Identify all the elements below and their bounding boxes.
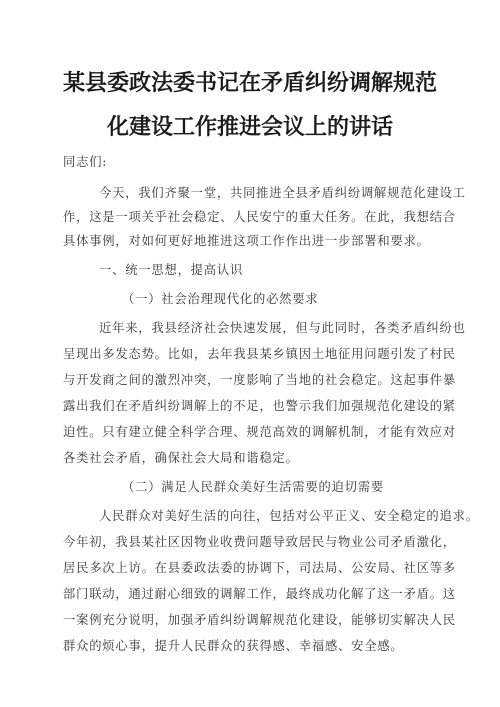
paragraph-line: 居民多次上访。在县委政法委的协调下，司法局、公安局、社区等多 xyxy=(63,561,456,575)
paragraph-line: 迫性。只有建立健全科学合理、规范高效的调解机制，才能有效应对 xyxy=(63,425,456,439)
paragraph-line: 群众的烦心事，提升人民群众的获得感、幸福感、安全感。 xyxy=(63,639,404,653)
paragraph-line: 作，这是一项关乎社会稳定、人民安宁的重大任务。在此，我想结合 xyxy=(63,210,456,224)
section-heading: 一、统一思想，提高认识 xyxy=(99,263,244,277)
subsection-heading: （二）满足人民群众美好生活需要的迫切需要 xyxy=(122,480,384,494)
paragraph-line: 呈现出多发态势。比如，去年我县某乡镇因土地征用问题引发了村民 xyxy=(63,347,456,361)
paragraph-line: 露出我们在矛盾纠纷调解上的不足，也警示我们加强规范化建设的紧 xyxy=(63,399,456,413)
paragraph-line: 今天，我们齐聚一堂，共同推进全县矛盾纠纷调解规范化建设工 xyxy=(99,186,466,200)
paragraph-line: 近年来，我县经济社会快速发展，但与此同时，各类矛盾纠纷也 xyxy=(99,321,466,335)
document-title-line-1: 某县委政法委书记在矛盾纠纷调解规范 xyxy=(62,71,437,96)
paragraph-line: 一案例充分说明，加强矛盾纠纷调解规范化建设，能够切实解决人民 xyxy=(63,613,456,627)
paragraph-line: 人民群众对美好生活的向往，包括对公平正义、安全稳定的追求。 xyxy=(99,509,479,523)
paragraph-line: 具体事例，对如何更好地推进这项工作作出进一步部署和要求。 xyxy=(63,234,430,248)
paragraph-line: 部门联动，通过耐心细致的调解工作，最终成功化解了这一矛盾。这 xyxy=(63,587,456,601)
document-title-line-2: 化建设工作推进会议上的讲话 xyxy=(106,115,393,140)
paragraph-line: 与开发商之间的激烈冲突，一度影响了当地的社会稳定。这起事件暴 xyxy=(63,373,456,387)
subsection-heading: （一）社会治理现代化的必然要求 xyxy=(122,292,319,306)
paragraph-line: 今年初，我县某社区因物业收费问题导致居民与物业公司矛盾激化， xyxy=(63,535,456,549)
paragraph-line: 各类社会矛盾，确保社会大局和谐稳定。 xyxy=(63,451,299,465)
salutation: 同志们: xyxy=(63,155,108,169)
